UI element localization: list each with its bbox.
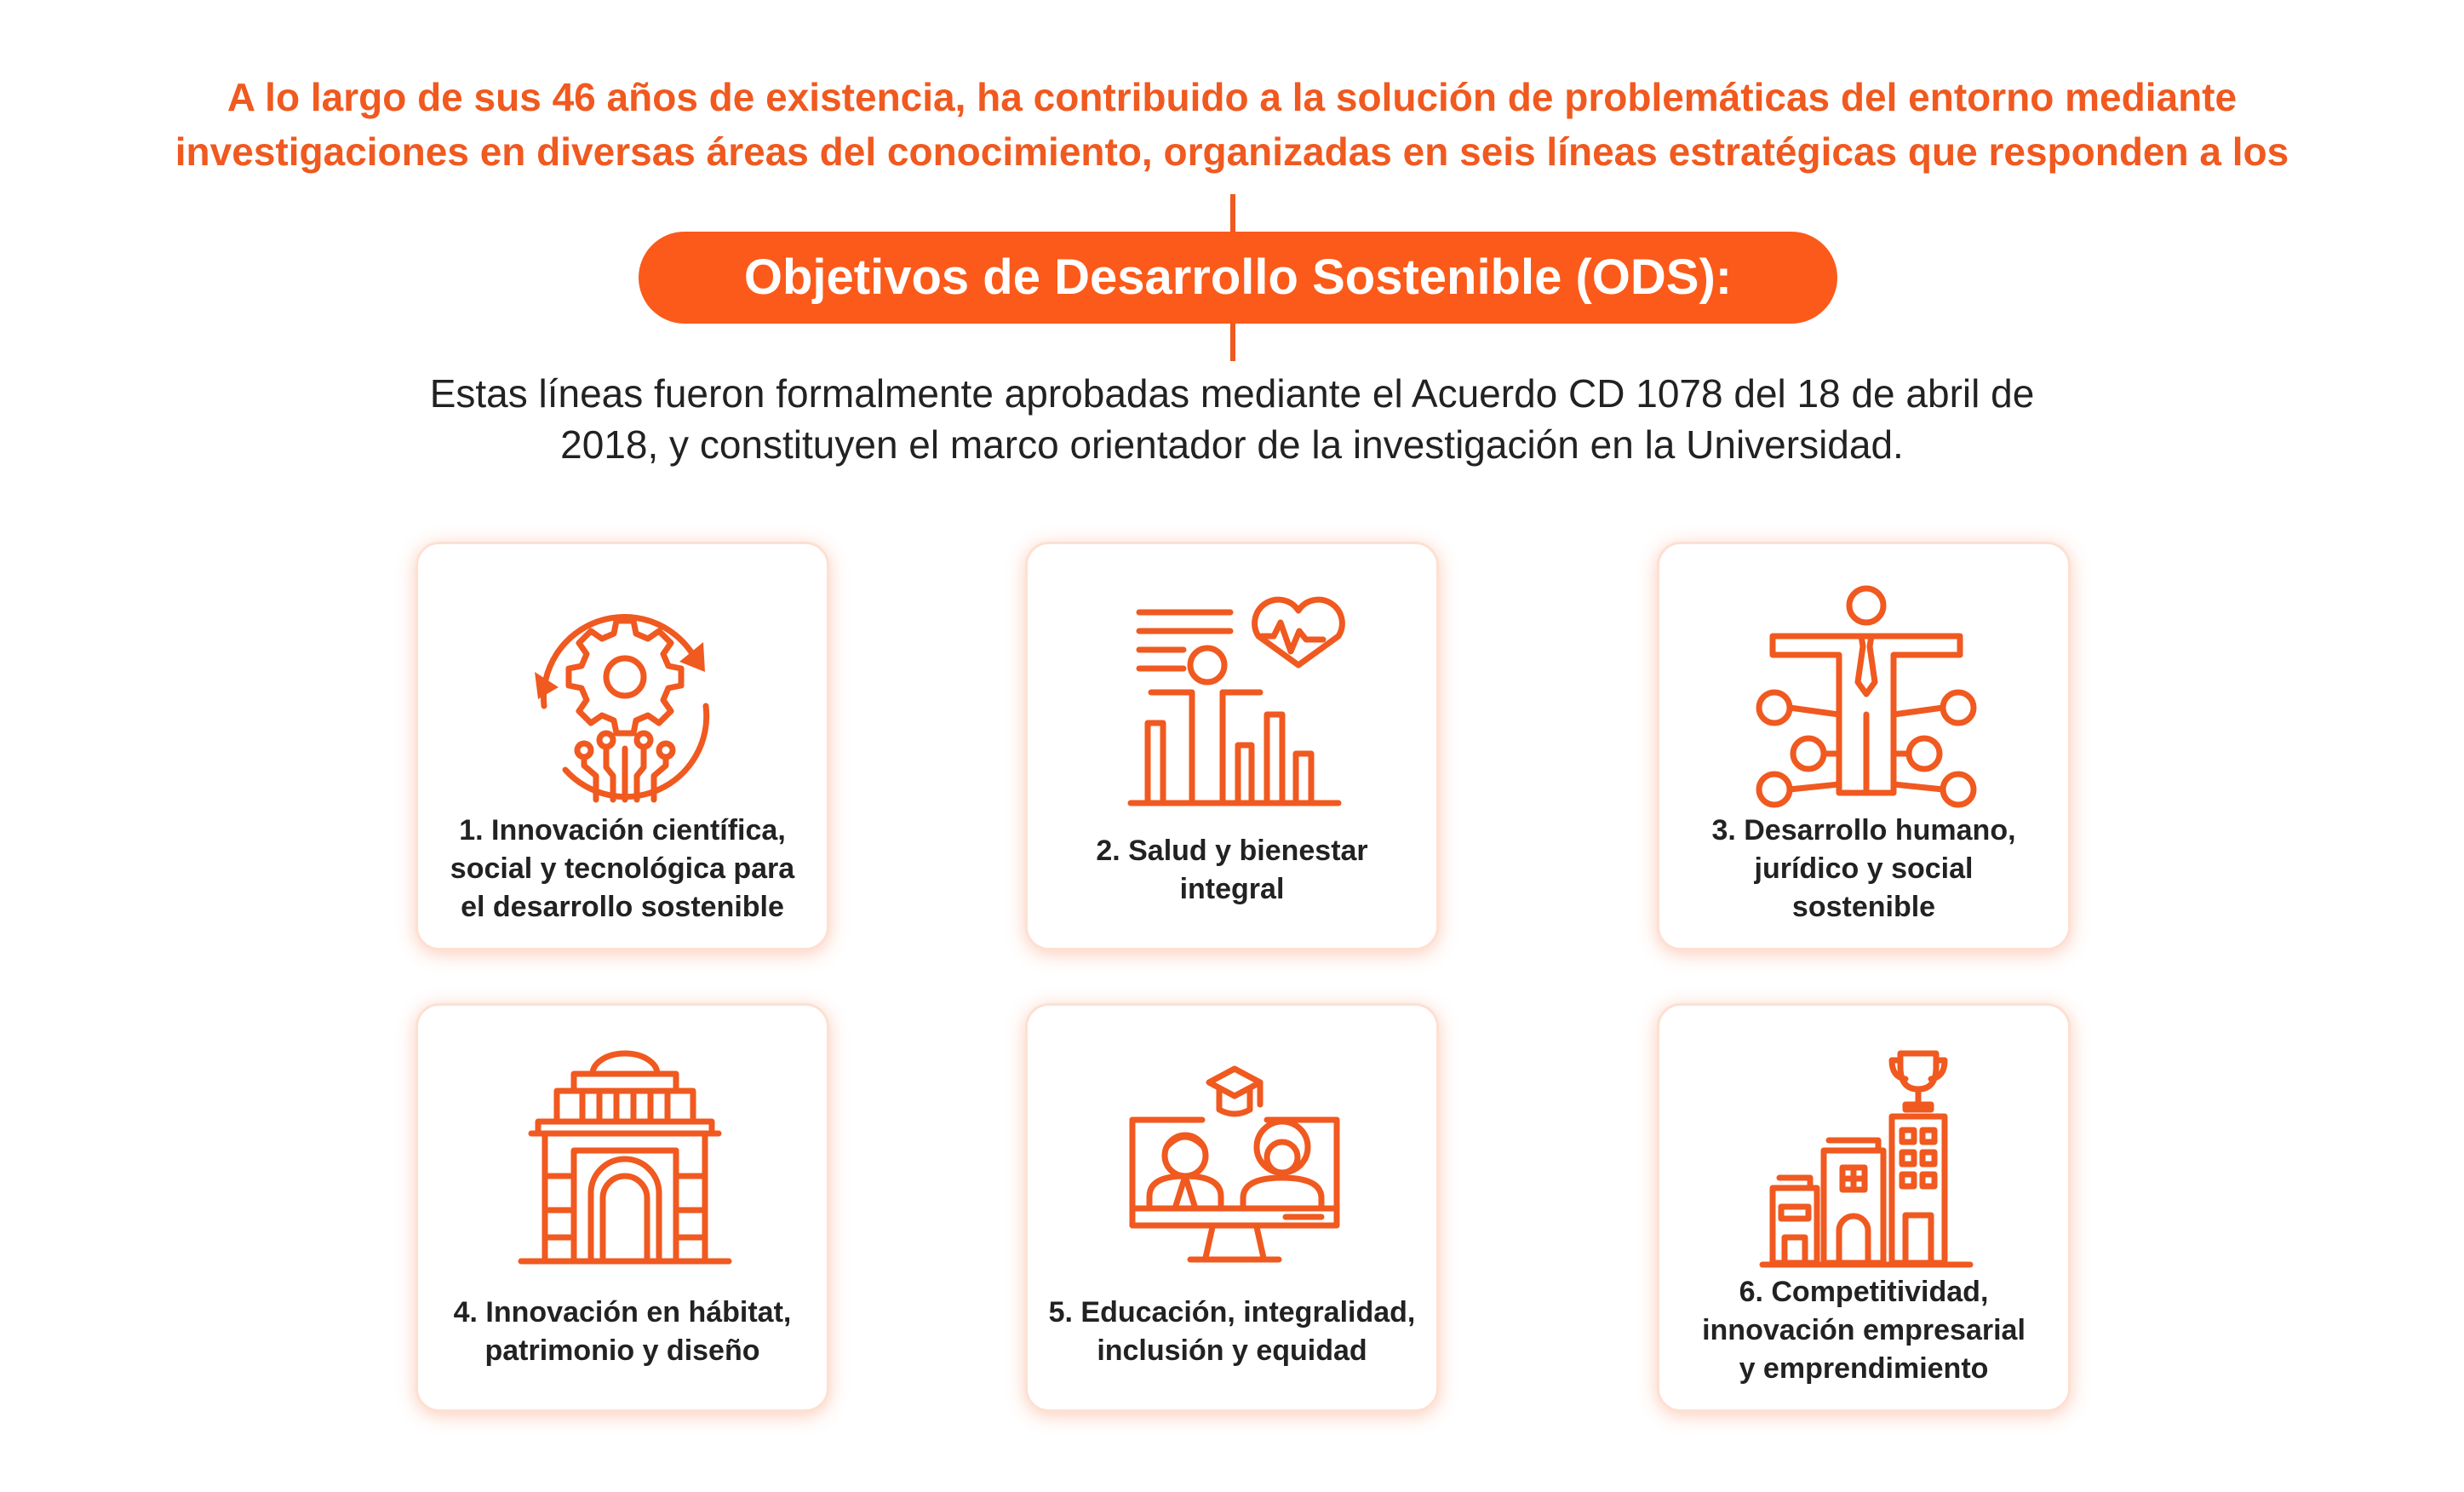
description-line-2: 2018, y constituyen el marco orientador de la investigación en la Universidad.	[560, 422, 1904, 467]
line-card-6	[1657, 1003, 2071, 1412]
line-card-4	[415, 1003, 829, 1412]
intro-text	[0, 70, 2464, 179]
line-label-1: 1. Innovación científica, social y tecnológica para el desarrollo sostenible	[450, 814, 795, 923]
line-label-4: 4. Innovación en hábitat, patrimonio y diseño	[453, 1296, 792, 1367]
line-card-2	[1025, 542, 1439, 950]
innovation-gear-icon	[514, 587, 736, 808]
ods-title-banner: Objetivos de Desarrollo Sostenible (ODS):	[639, 232, 1837, 324]
heritage-monument-icon	[514, 1048, 736, 1270]
line-label-3: 3. Desarrollo humano, jurídico y social sostenible	[1711, 814, 2016, 923]
line-label-6: 6. Competitividad, innovación empresarial y emprendimiento	[1702, 1276, 2026, 1385]
education-screen-icon	[1124, 1048, 1345, 1270]
line-card-5	[1025, 1003, 1439, 1412]
connector-bottom	[1230, 324, 1235, 361]
description-line-1: Estas líneas fueron formalmente aprobadas mediante el Acuerdo CD 1078 del 18 de abril de	[429, 371, 2035, 416]
trophy-buildings-icon	[1756, 1048, 1977, 1270]
description-text	[0, 368, 2464, 470]
line-card-3	[1657, 542, 2071, 950]
health-wellbeing-icon	[1124, 587, 1345, 808]
intro-line-2: investigaciones en diversas áreas del conocimiento, organizadas en seis líneas estratégicas que responden a los	[175, 129, 2289, 174]
line-label-5: 5. Educación, integralidad, inclusión y equidad	[1048, 1296, 1416, 1367]
human-development-icon	[1756, 587, 1977, 808]
connector-top	[1230, 194, 1235, 232]
line-label-2: 2. Salud y bienestar integral	[1096, 835, 1368, 905]
line-card-1	[415, 542, 829, 950]
intro-line-1: A lo largo de sus 46 años de existencia, ha contribuido a la solución de problemáticas del entorno mediante	[226, 75, 2238, 119]
